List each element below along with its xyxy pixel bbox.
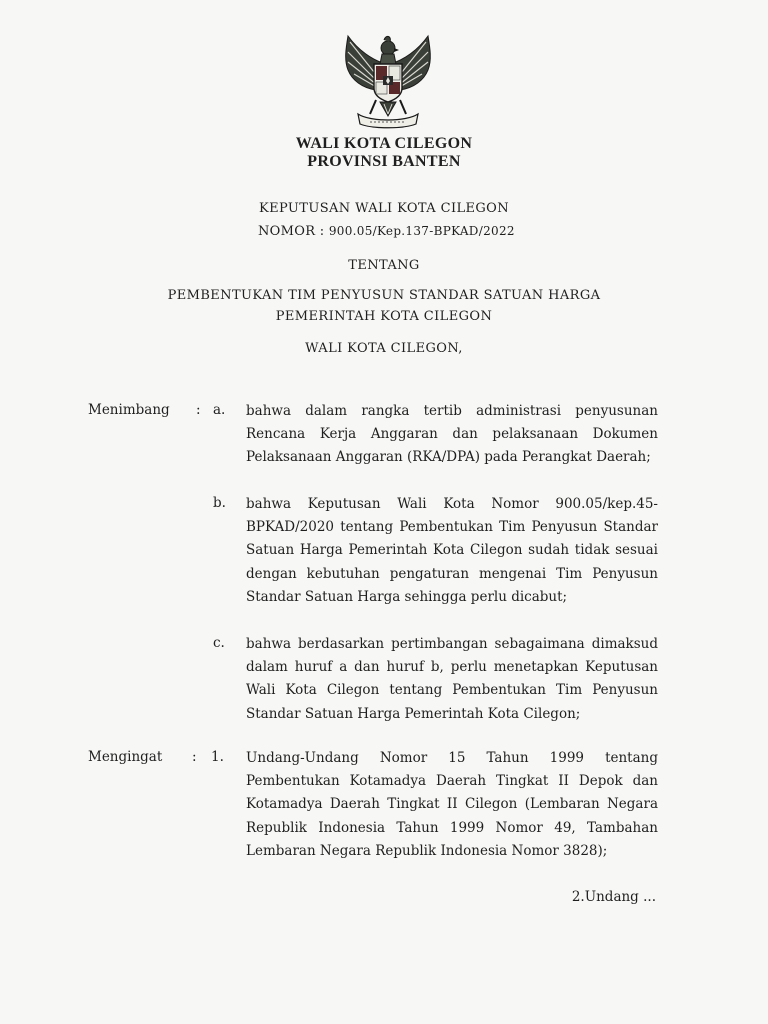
- tentang-heading: TENTANG: [348, 258, 420, 273]
- header-line-province: PROVINSI BANTEN: [307, 153, 461, 170]
- menimbang-item-c: bahwa berdasarkan pertimbangan sebagaimana dimaksud dalam huruf a dan huruf b, perlu menetapkan Keputusan Wali Kota Cilegon tentang Pembentukan Tim Penyusun Standar Satuan Harga Pemerintah Kota Cilegon;: [246, 636, 658, 722]
- mengingat-marker-1: 1.: [211, 749, 224, 765]
- decree-number-label: NOMOR :: [258, 224, 325, 239]
- decree-number: [258, 224, 515, 239]
- decree-title: KEPUTUSAN WALI KOTA CILEGON: [258, 201, 510, 216]
- mengingat-item-1: Undang-Undang Nomor 15 Tahun 1999 tentang Pembentukan Kotamadya Daerah Tingkat II Depok dan Kotamadya Daerah Tingkat II Cilegon (Lembaran Negara Republik Indonesia Tahun 1999 Nomor 49, Tambahan Lembaran Negara Republik Indonesia Nomor 3828);: [246, 750, 658, 859]
- menimbang-item-b: bahwa Keputusan Wali Kota Nomor 900.05/kep.45-BPKAD/2020 tentang Pembentukan Tim Penyusun Standar Satuan Harga Pemerintah Kota Cilegon sudah tidak sesuai dengan kebutuhan pengaturan mengenai Tim Penyusun Standar Satuan Harga sehingga perlu dicabut;: [246, 496, 658, 605]
- authority-line: WALI KOTA CILEGON,: [305, 341, 463, 356]
- menimbang-label: Menimbang: [88, 402, 170, 418]
- menimbang-marker-a: a.: [213, 402, 226, 418]
- mengingat-colon: :: [192, 749, 197, 765]
- decree-number-value: 900.05/Kep.137-BPKAD/2022: [328, 224, 515, 238]
- subject-line-2: PEMERINTAH KOTA CILEGON: [275, 309, 493, 324]
- menimbang-marker-b: b.: [213, 495, 226, 511]
- garuda-emblem-icon: [336, 30, 440, 130]
- mengingat-label: Mengingat: [88, 749, 163, 765]
- subject-line-1: PEMBENTUKAN TIM PENYUSUN STANDAR SATUAN HARGA: [167, 288, 601, 303]
- next-page-catchword: 2.Undang ...: [571, 889, 656, 905]
- header-line-city: WALI KOTA CILEGON: [295, 135, 473, 152]
- menimbang-item-a: bahwa dalam rangka tertib administrasi penyusunan Rencana Kerja Anggaran dan pelaksanaan Dokumen Pelaksanaan Anggaran (RKA/DPA) pada Perangkat Daerah;: [246, 403, 658, 466]
- menimbang-marker-c: c.: [213, 635, 225, 651]
- menimbang-colon: :: [196, 402, 201, 418]
